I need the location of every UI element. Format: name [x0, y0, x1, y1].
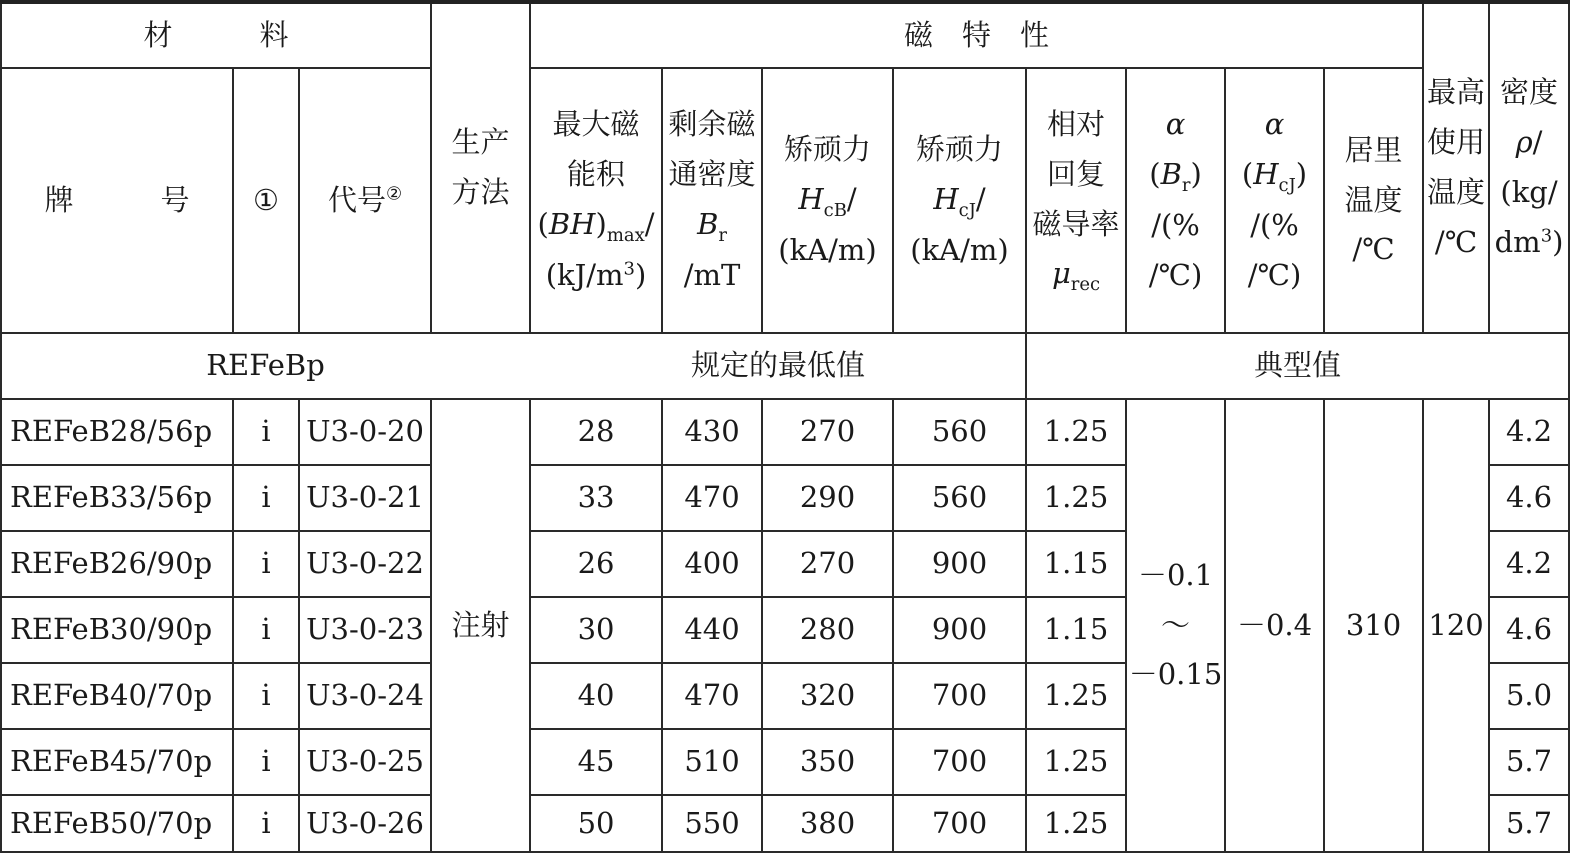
hcj-cell: 560: [893, 465, 1026, 531]
br-cell: 470: [662, 663, 762, 729]
br-cell: 440: [662, 597, 762, 663]
alpha-hcj-header: α $(H_{cJ})$ /(% /℃): [1225, 68, 1324, 333]
footnote1-cell: i: [233, 465, 299, 531]
hcj-cell: 900: [893, 597, 1026, 663]
code-cell: U3-0-21: [299, 465, 431, 531]
footnote1-cell: i: [233, 795, 299, 852]
hcj-header: 矫顽力 $H_{cJ}/$ (kA/m): [893, 68, 1026, 333]
br-cell: 510: [662, 729, 762, 795]
alpha-br-value: －0.15: [1128, 657, 1223, 692]
table-row: [1, 399, 1569, 465]
footnote1-cell: i: [233, 531, 299, 597]
grade-cell: REFeB30/90p: [1, 597, 233, 663]
curie-cell: 310: [1324, 399, 1423, 852]
mu-rec-cell: 1.15: [1026, 597, 1126, 663]
family-label: REFeBp: [1, 333, 530, 399]
material-header: 材 料: [1, 2, 431, 68]
alpha-br-value: －0.1: [1137, 557, 1214, 592]
density-header: 密度 ρ/ (kg/ $dm^3$): [1489, 2, 1569, 333]
typical-values-label: 典型值: [1026, 333, 1569, 399]
grade-cell: REFeB40/70p: [1, 663, 233, 729]
density-cell: 4.6: [1489, 597, 1569, 663]
hcj-cell: 700: [893, 795, 1026, 852]
min-values-label: 规定的最低值: [530, 333, 1026, 399]
hcb-cell: 270: [762, 399, 893, 465]
hcb-cell: 350: [762, 729, 893, 795]
grade-cell: REFeB50/70p: [1, 795, 233, 852]
br-cell: 550: [662, 795, 762, 852]
hcj-cell: 700: [893, 663, 1026, 729]
code-cell: U3-0-20: [299, 399, 431, 465]
br-cell: 400: [662, 531, 762, 597]
bhmax-cell: 33: [530, 465, 662, 531]
max-temp-cell: 120: [1423, 399, 1489, 852]
density-cell: 4.2: [1489, 531, 1569, 597]
density-cell: 4.6: [1489, 465, 1569, 531]
mu-rec-cell: 1.25: [1026, 729, 1126, 795]
footnote1-cell: i: [233, 663, 299, 729]
process-cell: 注射: [431, 399, 530, 852]
footnote1-cell: i: [233, 597, 299, 663]
footnote1-cell: i: [233, 729, 299, 795]
br-cell: 470: [662, 465, 762, 531]
code-cell: U3-0-23: [299, 597, 431, 663]
hcj-cell: 700: [893, 729, 1026, 795]
header-row-2: [1, 68, 1569, 333]
br-cell: 430: [662, 399, 762, 465]
code-cell: U3-0-26: [299, 795, 431, 852]
alpha-br-cell: [1126, 399, 1225, 852]
bhmax-cell: 26: [530, 531, 662, 597]
magnetic-header: 磁 特 性: [530, 2, 1423, 68]
bhmax-header: 最大磁 能积 $(BH)_{max}/$ $(kJ/m^3)$: [530, 68, 662, 333]
density-cell: 5.7: [1489, 795, 1569, 852]
bhmax-cell: 45: [530, 729, 662, 795]
code-header: 代号②: [299, 68, 431, 333]
br-header: 剩余磁 通密度 $B_r$ /mT: [662, 68, 762, 333]
max-temp-header: 最高 使用 温度 /℃: [1423, 2, 1489, 333]
code-cell: U3-0-24: [299, 663, 431, 729]
grade-cell: REFeB33/56p: [1, 465, 233, 531]
mu-rec-cell: 1.15: [1026, 531, 1126, 597]
mu-rec-cell: 1.25: [1026, 465, 1126, 531]
hcb-cell: 280: [762, 597, 893, 663]
bhmax-cell: 50: [530, 795, 662, 852]
mu-rec-cell: 1.25: [1026, 399, 1126, 465]
code-cell: U3-0-25: [299, 729, 431, 795]
grade-cell: REFeB45/70p: [1, 729, 233, 795]
code-cell: U3-0-22: [299, 531, 431, 597]
grade-header: 牌 号: [1, 68, 233, 333]
density-cell: 5.0: [1489, 663, 1569, 729]
hcb-header: 矫顽力 $H_{cB}/$ (kA/m): [762, 68, 893, 333]
density-cell: 4.2: [1489, 399, 1569, 465]
mu-rec-cell: 1.25: [1026, 795, 1126, 852]
mu-rec-header: 相对 回复 磁导率 $\mu_{rec}$: [1026, 68, 1126, 333]
density-cell: 5.7: [1489, 729, 1569, 795]
hcb-cell: 380: [762, 795, 893, 852]
curie-header: 居里 温度 /℃: [1324, 68, 1423, 333]
hcb-cell: 290: [762, 465, 893, 531]
grade-cell: REFeB28/56p: [1, 399, 233, 465]
range-separator: ～: [1161, 607, 1191, 642]
table-body: [1, 399, 1569, 852]
alpha-hcj-cell: －0.4: [1225, 399, 1324, 852]
hcb-cell: 320: [762, 663, 893, 729]
footnote1-cell: i: [233, 399, 299, 465]
hcb-cell: 270: [762, 531, 893, 597]
bhmax-cell: 40: [530, 663, 662, 729]
mu-rec-cell: 1.25: [1026, 663, 1126, 729]
bhmax-cell: 30: [530, 597, 662, 663]
footnote1-header: ①: [233, 68, 299, 333]
alpha-br-header: α $(B_r)$ /(% /℃): [1126, 68, 1225, 333]
hcj-cell: 900: [893, 531, 1026, 597]
subheader-row: [1, 333, 1569, 399]
grade-cell: REFeB26/90p: [1, 531, 233, 597]
hcj-cell: 560: [893, 399, 1026, 465]
process-header: 生产 方法: [431, 2, 530, 333]
bhmax-cell: 28: [530, 399, 662, 465]
header-row-1: [1, 2, 1569, 68]
